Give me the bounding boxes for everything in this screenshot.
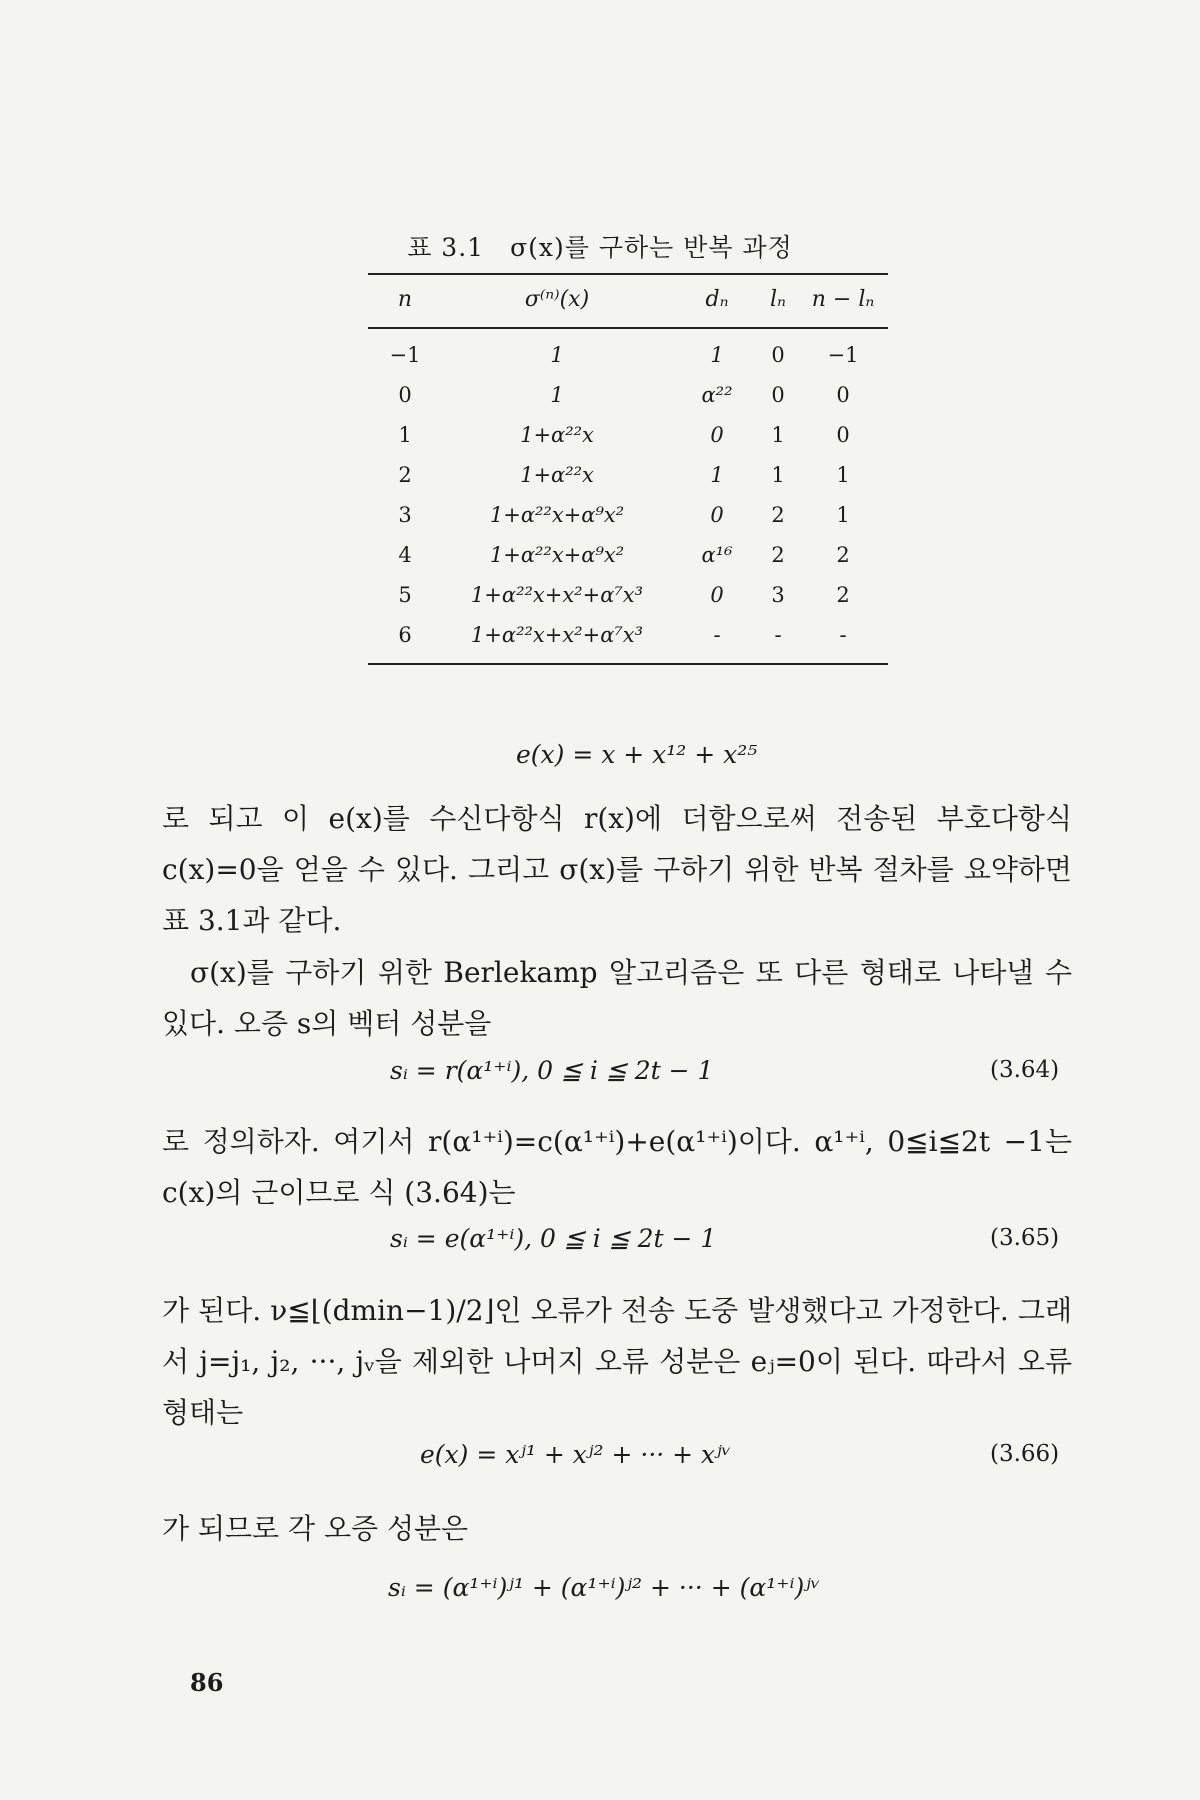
- table-cell-nmln: -: [839, 623, 847, 647]
- table-cell-n: 4: [398, 543, 412, 567]
- table-cell-ln: 0: [771, 383, 785, 407]
- table-cell-nmln: −1: [827, 343, 859, 367]
- table-cell-n: 6: [398, 623, 412, 647]
- paragraph-5: 가 되므로 각 오증 성분은: [162, 1512, 469, 1545]
- table-cell-nmln: 0: [836, 383, 850, 407]
- table-cell-ln: 1: [771, 423, 785, 447]
- table-cell-dn: α¹⁶: [701, 543, 733, 567]
- table-cell-nmln: 1: [836, 463, 850, 487]
- table-cell-n: 1: [398, 423, 412, 447]
- paragraph-1: 로 되고 이 e(x)를 수신다항식 r(x)에 더함으로써 전송된 부호다항식 c(x)=0을 얻을 수 있다. 그리고 σ(x)를 구하기 위한 반복 절차를 요약하면 표 3.1과 같다.: [162, 802, 1072, 937]
- table-cell-n: 2: [398, 463, 412, 487]
- equation-syndrome-components: sᵢ = (α¹⁺ⁱ)ʲ¹ + (α¹⁺ⁱ)ʲ² + ··· + (α¹⁺ⁱ)ʲᵛ: [388, 1573, 821, 1602]
- table-cell-n: 0: [398, 383, 412, 407]
- equation-3-65-number: (3.65): [990, 1225, 1060, 1251]
- table-cell-nmln: 2: [836, 543, 850, 567]
- paragraph-3: 로 정의하자. 여기서 r(α¹⁺ⁱ)=c(α¹⁺ⁱ)+e(α¹⁺ⁱ)이다. α¹⁺ⁱ, 0≦i≦2t −1는 c(x)의 근이므로 식 (3.64)는: [162, 1125, 1072, 1209]
- table-cell-dn: -: [713, 623, 721, 647]
- table-cell-nmln: 2: [836, 583, 850, 607]
- table-cell-ln: 0: [771, 343, 785, 367]
- table-cell-sigma: 1+α²²x+x²+α⁷x³: [470, 583, 644, 607]
- equation-3-65: sᵢ = e(α¹⁺ⁱ), 0 ≦ i ≦ 2t − 1: [390, 1224, 717, 1253]
- paragraph-4: 가 된다. ν≦⌊(dmin−1)/2⌋인 오류가 전송 도중 발생했다고 가정한다. 그래서 j=j₁, j₂, ···, jᵥ을 제외한 나머지 오류 성분은 eⱼ=0이 된다. 따라서 오류형태는: [162, 1294, 1072, 1429]
- table-cell-sigma: 1+α²²x+α⁹x²: [489, 503, 625, 527]
- equation-3-66-number: (3.66): [990, 1441, 1060, 1467]
- table-header-rule: [368, 327, 888, 329]
- equation-3-64-number: (3.64): [990, 1057, 1060, 1083]
- table-caption: [0, 228, 1200, 264]
- table-cell-dn: 1: [710, 463, 724, 487]
- equation-e-x: e(x) = x + x¹² + x²⁵: [516, 740, 758, 769]
- equation-3-64: sᵢ = r(α¹⁺ⁱ), 0 ≦ i ≦ 2t − 1: [390, 1056, 714, 1085]
- table-header-sigma: σ⁽ⁿ⁾(x): [524, 287, 590, 312]
- table-cell-dn: 1: [710, 343, 724, 367]
- table-cell-n: −1: [389, 343, 421, 367]
- table-cell-dn: 0: [710, 583, 724, 607]
- table-cell-sigma: 1+α²²x+x²+α⁷x³: [470, 623, 644, 647]
- table-cell-ln: 3: [771, 583, 785, 607]
- table-cell-nmln: 1: [836, 503, 850, 527]
- table-cell-sigma: 1+α²²x: [520, 423, 594, 447]
- page-number: 86: [190, 1668, 224, 1697]
- table-cell-ln: -: [774, 623, 782, 647]
- table-cell-ln: 1: [771, 463, 785, 487]
- table-cell-dn: 0: [710, 503, 724, 527]
- paragraph-2: σ(x)를 구하기 위한 Berlekamp 알고리즘은 또 다른 형태로 나타낼 수 있다. 오증 s의 벡터 성분을: [162, 956, 1072, 1040]
- table-cell-dn: 0: [710, 423, 724, 447]
- equation-3-66: e(x) = xʲ¹ + xʲ² + ··· + xʲᵛ: [420, 1440, 732, 1469]
- table-header-dn: dₙ: [705, 287, 729, 312]
- table-cell-sigma: 1: [550, 343, 564, 367]
- table-cell-n: 3: [398, 503, 412, 527]
- table-cell-sigma: 1: [550, 383, 564, 407]
- table-cell-nmln: 0: [836, 423, 850, 447]
- table-top-rule: [368, 273, 888, 275]
- table-cell-ln: 2: [771, 503, 785, 527]
- table-cell-sigma: 1+α²²x+α⁹x²: [489, 543, 625, 567]
- table-cell-ln: 2: [771, 543, 785, 567]
- table-header-n-minus-ln: n − lₙ: [811, 287, 875, 312]
- table-caption-text: σ(x)를 구하는 반복 과정: [510, 233, 793, 262]
- table-header-n: n: [397, 287, 413, 312]
- table-cell-n: 5: [398, 583, 412, 607]
- table-caption-number: 표 3.1: [407, 233, 485, 262]
- table-bottom-rule: [368, 663, 888, 665]
- table-cell-sigma: 1+α²²x: [520, 463, 594, 487]
- table-header-ln: lₙ: [770, 287, 786, 312]
- table-cell-dn: α²²: [701, 383, 733, 407]
